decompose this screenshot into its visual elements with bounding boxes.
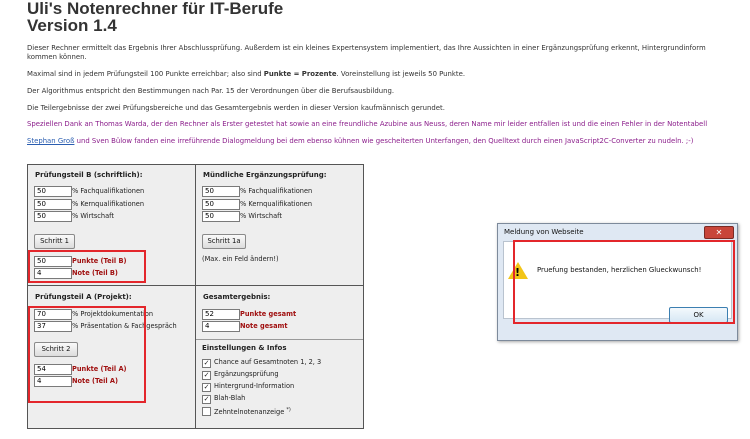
muendlich-kernqualifikationen-input[interactable]: 50 [202, 199, 240, 210]
gesamt-points-output: 52 [202, 309, 240, 320]
zehntel-checkbox-label [214, 405, 291, 417]
teil-a-grade-output: 4 [34, 376, 72, 387]
teil-b-wirtschaft-label: % Wirtschaft [72, 212, 114, 220]
teil-a-praesentation-input[interactable]: 37 [34, 321, 72, 332]
gesamt-points-label: Punkte gesamt [240, 310, 297, 318]
max-points-bold: Punkte = Prozente [263, 70, 337, 78]
chance-checkbox-label: Chance auf Gesamtnoten 1, 2, 3 [214, 358, 322, 366]
muendlich-fachqualifikationen-label: % Fachqualifikationen [240, 187, 313, 195]
credits-rest: und Sven Bülow fanden eine irreführende Dialogmeldung bei dem ebenso kühnen wie gescheiterten Unterfangen, den Quelltext durch einen JavaScript2C-Converter zu nudeln. ;-) [74, 137, 694, 145]
teil-a-praesentation-label: % Präsentation & Fachgespräch [72, 322, 177, 330]
muendlich-fachqualifikationen-input[interactable]: 50 [202, 186, 240, 197]
page-title [27, 0, 283, 34]
gesamt-grade-output: 4 [202, 321, 240, 332]
teil-b-kernqualifikationen-input[interactable]: 50 [34, 199, 72, 210]
zehntel-checkbox[interactable] [202, 407, 211, 416]
title-line-2: Version 1.4 [27, 16, 117, 35]
schritt-1-button[interactable]: Schritt 1 [34, 234, 75, 249]
teil-b-grade-output: 4 [34, 268, 72, 279]
hintergrund-checkbox[interactable]: ✓ [203, 383, 210, 391]
rounding-text: Die Teilergebnisse der zwei Prüfungsbereiche und das Gesamtergebnis werden in dieser Version kaufmännisch gerundet. [27, 104, 445, 112]
blah-checkbox[interactable]: ✓ [203, 395, 210, 403]
teil-b-wirtschaft-input[interactable]: 50 [34, 211, 72, 222]
muendlich-heading: Mündliche Ergänzungsprüfung: [203, 171, 327, 179]
chance-checkbox[interactable]: ✓ [203, 359, 210, 367]
blah-checkbox-label: Blah-Blah [214, 394, 246, 402]
teil-a-grade-label: Note (Teil A) [72, 377, 119, 385]
algorithm-text: Der Algorithmus entspricht den Bestimmungen nach Par. 15 der Verordnungen über die Berufsausbildung. [27, 87, 395, 95]
gesamt-heading: Gesamtergebnis: [203, 293, 271, 301]
max-points-post: . Voreinstellung ist jeweils 50 Punkte. [336, 70, 466, 78]
gesamt-cell [196, 286, 364, 429]
max-points-pre: Maximal sind in jedem Prüfungsteil 100 Punkte erreichbar; also sind [27, 70, 264, 78]
dialog-highlight [513, 240, 735, 324]
dialog-title: Meldung von Webseite [504, 228, 584, 236]
max-points-text [27, 70, 465, 79]
stephan-gross-link[interactable]: Stephan Groß [27, 137, 75, 145]
teil-b-grade-label: Note (Teil B) [72, 269, 118, 277]
teil-b-points-label: Punkte (Teil B) [72, 257, 127, 265]
muendlich-cell [196, 165, 364, 286]
teil-a-highlight [28, 306, 146, 403]
ergaenzung-checkbox[interactable]: ✓ [203, 371, 210, 379]
teil-a-points-label: Punkte (Teil A) [72, 365, 127, 373]
intro-text: Dieser Rechner ermittelt das Ergebnis Ihrer Abschlussprüfung. Außerdem ist ein kleines Expertensystem implementiert, das Ihre Aussichten in einer Ergänzungsprüfung erkennt, Hintergrundinform [27, 44, 706, 52]
title-line-1: Uli's Notenrechner für IT-Berufe [27, 0, 284, 18]
credits-text [27, 137, 693, 146]
teil-b-fachqualifikationen-label: % Fachqualifikationen [72, 187, 145, 195]
teil-a-points-output: 54 [34, 364, 72, 375]
muendlich-wirtschaft-input[interactable]: 50 [202, 211, 240, 222]
settings-divider [196, 339, 363, 340]
teil-a-projektdokumentation-input[interactable]: 70 [34, 309, 72, 320]
teil-a-heading: Prüfungsteil A (Projekt): [35, 293, 132, 301]
teil-b-fachqualifikationen-input[interactable]: 50 [34, 186, 72, 197]
muendlich-wirtschaft-label: % Wirtschaft [240, 212, 282, 220]
teil-b-heading: Prüfungsteil B (schriftlich): [35, 171, 143, 179]
schritt-1a-button[interactable]: Schritt 1a [202, 234, 246, 249]
muendlich-kernqualifikationen-label: % Kernqualifikationen [240, 200, 313, 208]
footnote-mark: *) [286, 407, 291, 413]
muendlich-hint: (Max. ein Feld ändern!) [202, 255, 279, 263]
teil-b-result-highlight [28, 250, 146, 283]
dialog-ok-button[interactable]: OK [669, 307, 728, 323]
zehntel-label-text: Zehntelnotenanzeige [214, 408, 285, 417]
teil-b-kernqualifikationen-label: % Kernqualifikationen [72, 200, 145, 208]
warning-icon-mark: ! [515, 266, 521, 279]
dialog-message: Pruefung bestanden, herzlichen Glueckwunsch! [537, 266, 702, 274]
gesamt-grade-label: Note gesamt [240, 322, 288, 330]
hintergrund-checkbox-label: Hintergrund-Information [214, 382, 295, 390]
settings-heading: Einstellungen & Infos [202, 344, 287, 352]
schritt-2-button[interactable]: Schritt 2 [34, 342, 78, 357]
teil-b-points-output: 50 [34, 256, 72, 267]
dialog-close-button[interactable]: ✕ [704, 226, 734, 239]
intro-text-continued: kommen können. [27, 53, 87, 61]
thanks-text: Speziellen Dank an Thomas Warda, der den Rechner als Erster getestet hat sowie an eine freundliche Azubine aus Neuss, deren Name mir leider entfallen ist und die einen Fehler in der Notentabell [27, 120, 708, 128]
teil-a-projektdokumentation-label: % Projektdokumentation [72, 310, 154, 318]
ergaenzung-checkbox-label: Ergänzungsprüfung [214, 370, 279, 378]
